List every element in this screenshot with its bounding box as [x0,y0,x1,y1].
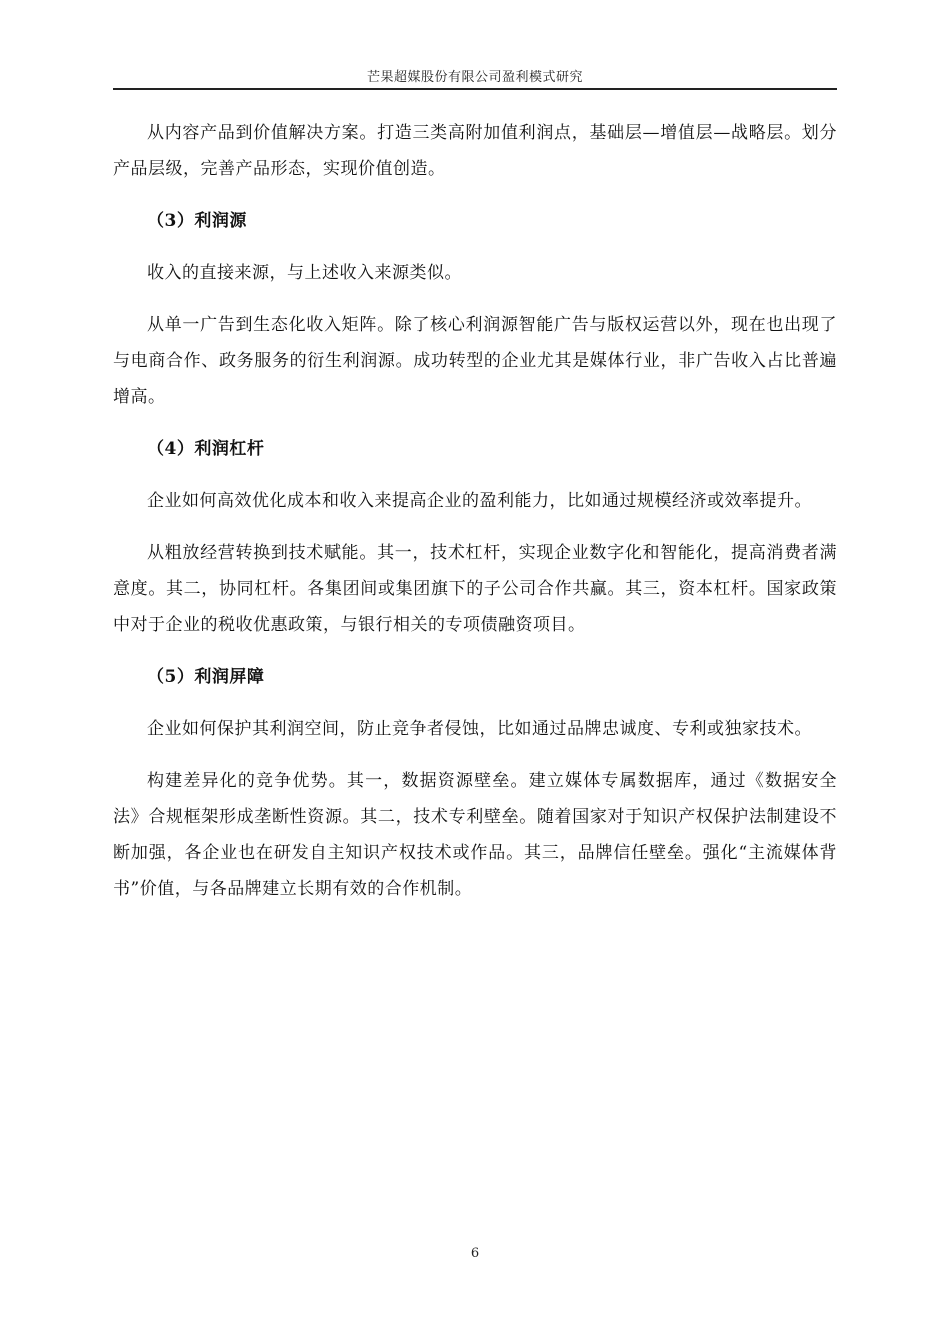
paragraph-profit-leverage-definition: 企业如何高效优化成本和收入来提高企业的盈利能力，比如通过规模经济或效率提升。 [147,491,812,511]
paragraph-value-solution: 从内容产品到价值解决方案。打造三类高附加值利润点，基础层—增值层—战略层。划分产品层级，完善产品形态，实现价值创造。 [113,123,837,179]
paragraph-revenue-matrix: 从单一广告到生态化收入矩阵。除了核心利润源智能广告与版权运营以外，现在也出现了与电商合作、政务服务的衍生利润源。成功转型的企业尤其是媒体行业，非广告收入占比普遍增高。 [113,315,837,407]
page-number: 6 [470,1246,480,1261]
section-heading-profit-barrier: （5）利润屏障 [147,667,265,687]
section-heading-profit-source: （3）利润源 [147,211,247,231]
document-body [113,115,837,923]
page-header [113,66,837,90]
paragraph-competitive-advantage: 构建差异化的竞争优势。其一，数据资源壁垒。建立媒体专属数据库，通过《数据安全法》合规框架形成垄断性资源。其二，技术专利壁垒。随着国家对于知识产权保护法制建设不断加强，各企业也在研发自主知识产权技术或作品。其三，品牌信任壁垒。强化“主流媒体背书”价值，与各品牌建立长期有效的合作机制。 [113,771,837,899]
paragraph-profit-barrier-definition: 企业如何保护其利润空间，防止竞争者侵蚀，比如通过品牌忠诚度、专利或独家技术。 [147,719,812,739]
section-heading-profit-leverage: （4）利润杠杆 [147,439,265,459]
paragraph-technology-empowerment: 从粗放经营转换到技术赋能。其一，技术杠杆，实现企业数字化和智能化，提高消费者满意度。其二，协同杠杆。各集团间或集团旗下的子公司合作共赢。其三，资本杠杆。国家政策中对于企业的税收优惠政策，与银行相关的专项债融资项目。 [113,543,837,635]
paragraph-profit-source-definition: 收入的直接来源，与上述收入来源类似。 [147,263,462,283]
header-title: 芒果超媒股份有限公司盈利模式研究 [366,70,583,85]
